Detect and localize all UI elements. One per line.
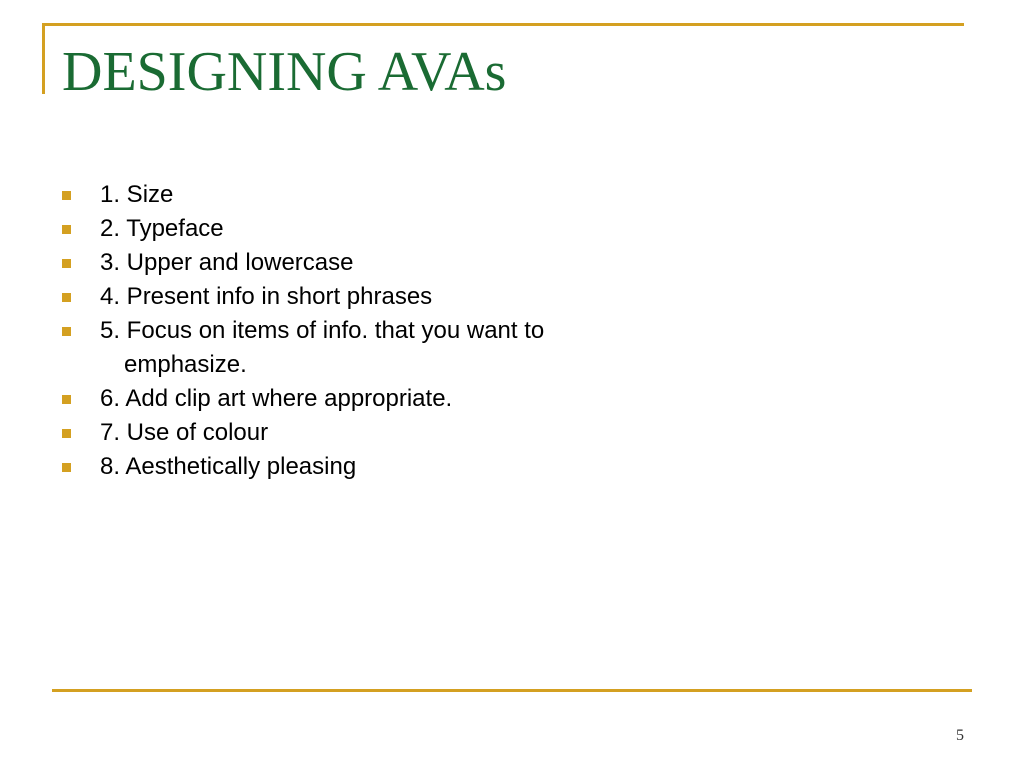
square-bullet-icon [62,327,71,336]
bullet-text: 1. Size [100,181,174,208]
square-bullet-icon [62,225,71,234]
square-bullet-icon [62,259,71,268]
bullet-list [62,178,700,484]
bullet-item [62,212,700,246]
bullet-item [62,416,700,450]
bullet-item [62,246,700,280]
square-bullet-icon [62,191,71,200]
bullet-text-continuation: emphasize. [124,351,247,378]
bullet-item [62,450,700,484]
title-frame-top-rule [42,23,964,26]
bullet-text: 7. Use of colour [100,419,269,446]
slide-title: DESIGNING AVAs [62,41,507,103]
bullet-text: 3. Upper and lowercase [100,249,354,276]
bullet-item [62,178,700,212]
square-bullet-icon [62,293,71,302]
square-bullet-icon [62,463,71,472]
bullet-text: 5. Focus on items of info. that you want to [100,317,545,344]
bullet-item [62,382,700,416]
bullet-text: 4. Present info in short phrases [100,283,433,310]
title-frame-left-rule [42,23,45,94]
bullet-text: 6. Add clip art where appropriate. [100,385,453,412]
bullet-item [62,280,700,314]
square-bullet-icon [62,429,71,438]
page-number: 5 [956,727,964,744]
bullet-text: 8. Aesthetically pleasing [100,453,357,480]
bullet-text: 2. Typeface [100,215,224,242]
bullet-item [62,314,700,382]
footer-rule [52,689,972,692]
square-bullet-icon [62,395,71,404]
